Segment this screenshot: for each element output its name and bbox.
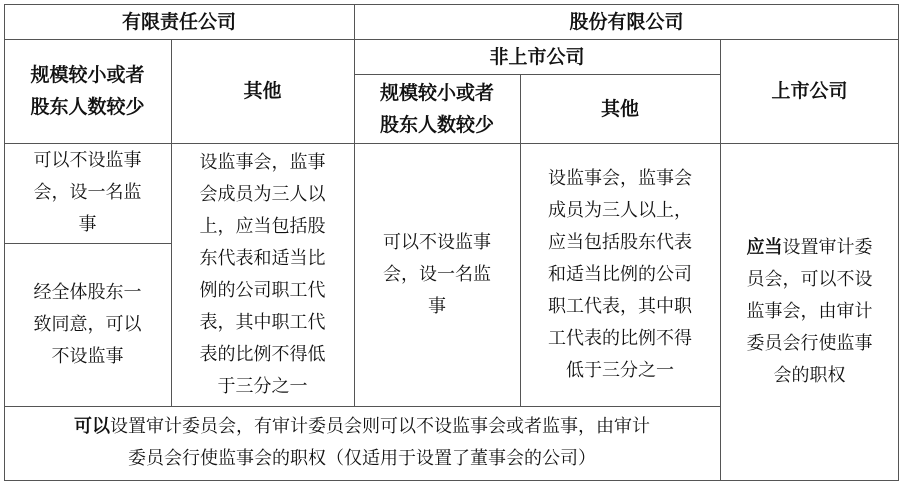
cell-jsc-other: 设监事会，监事会 成员为三人以上， 应当包括股东代表 和适当比例的公司 职工代表，其中职 工代表的比例不得 低于三分之一	[548, 167, 692, 381]
header-jsc-small: 规模较小或者 股东人数较少	[379, 81, 494, 136]
cell-llc-other: 设监事会，监事 会成员为三人以 上，应当包括股 东代表和适当比 例的公司职工代 表，其中职工代 表的比例不得低 于三分之一	[199, 151, 326, 397]
cell-llc-small-a: 可以不设监事 会，设一名监 事	[33, 150, 142, 235]
cell-llc-small-b: 经全体股东一 致同意，可以 不设监事	[33, 281, 142, 367]
cell-text: 设置审计委 员会，可以不设 监事会，由审计 委员会行使监事 会的职权	[746, 236, 873, 386]
header-listed: 上市公司	[771, 80, 848, 102]
header-llc: 有限责任公司	[121, 10, 236, 33]
cell-jsc-small: 可以不设监事 会，设一名监 事	[383, 231, 491, 317]
emphasis-text: 应当	[746, 236, 783, 258]
table-border-bottom	[4, 480, 899, 481]
cell-bottom-note	[4, 406, 720, 480]
emphasis-text: 可以	[74, 416, 110, 437]
header-llc-other: 其他	[243, 80, 282, 102]
cell-text: 设置审计委员会，有审计委员会则可以不设监事会或者监事，由审计 委员会行使监事会的职权（仅适用于设置了董事会的公司）	[110, 416, 650, 469]
header-unlisted: 非上市公司	[489, 45, 585, 68]
header-jsc: 股份有限公司	[569, 10, 684, 33]
header-jsc-other: 其他	[600, 97, 639, 120]
header-llc-small: 规模较小或者 股东人数较少	[30, 64, 145, 118]
cell-listed	[720, 143, 899, 480]
